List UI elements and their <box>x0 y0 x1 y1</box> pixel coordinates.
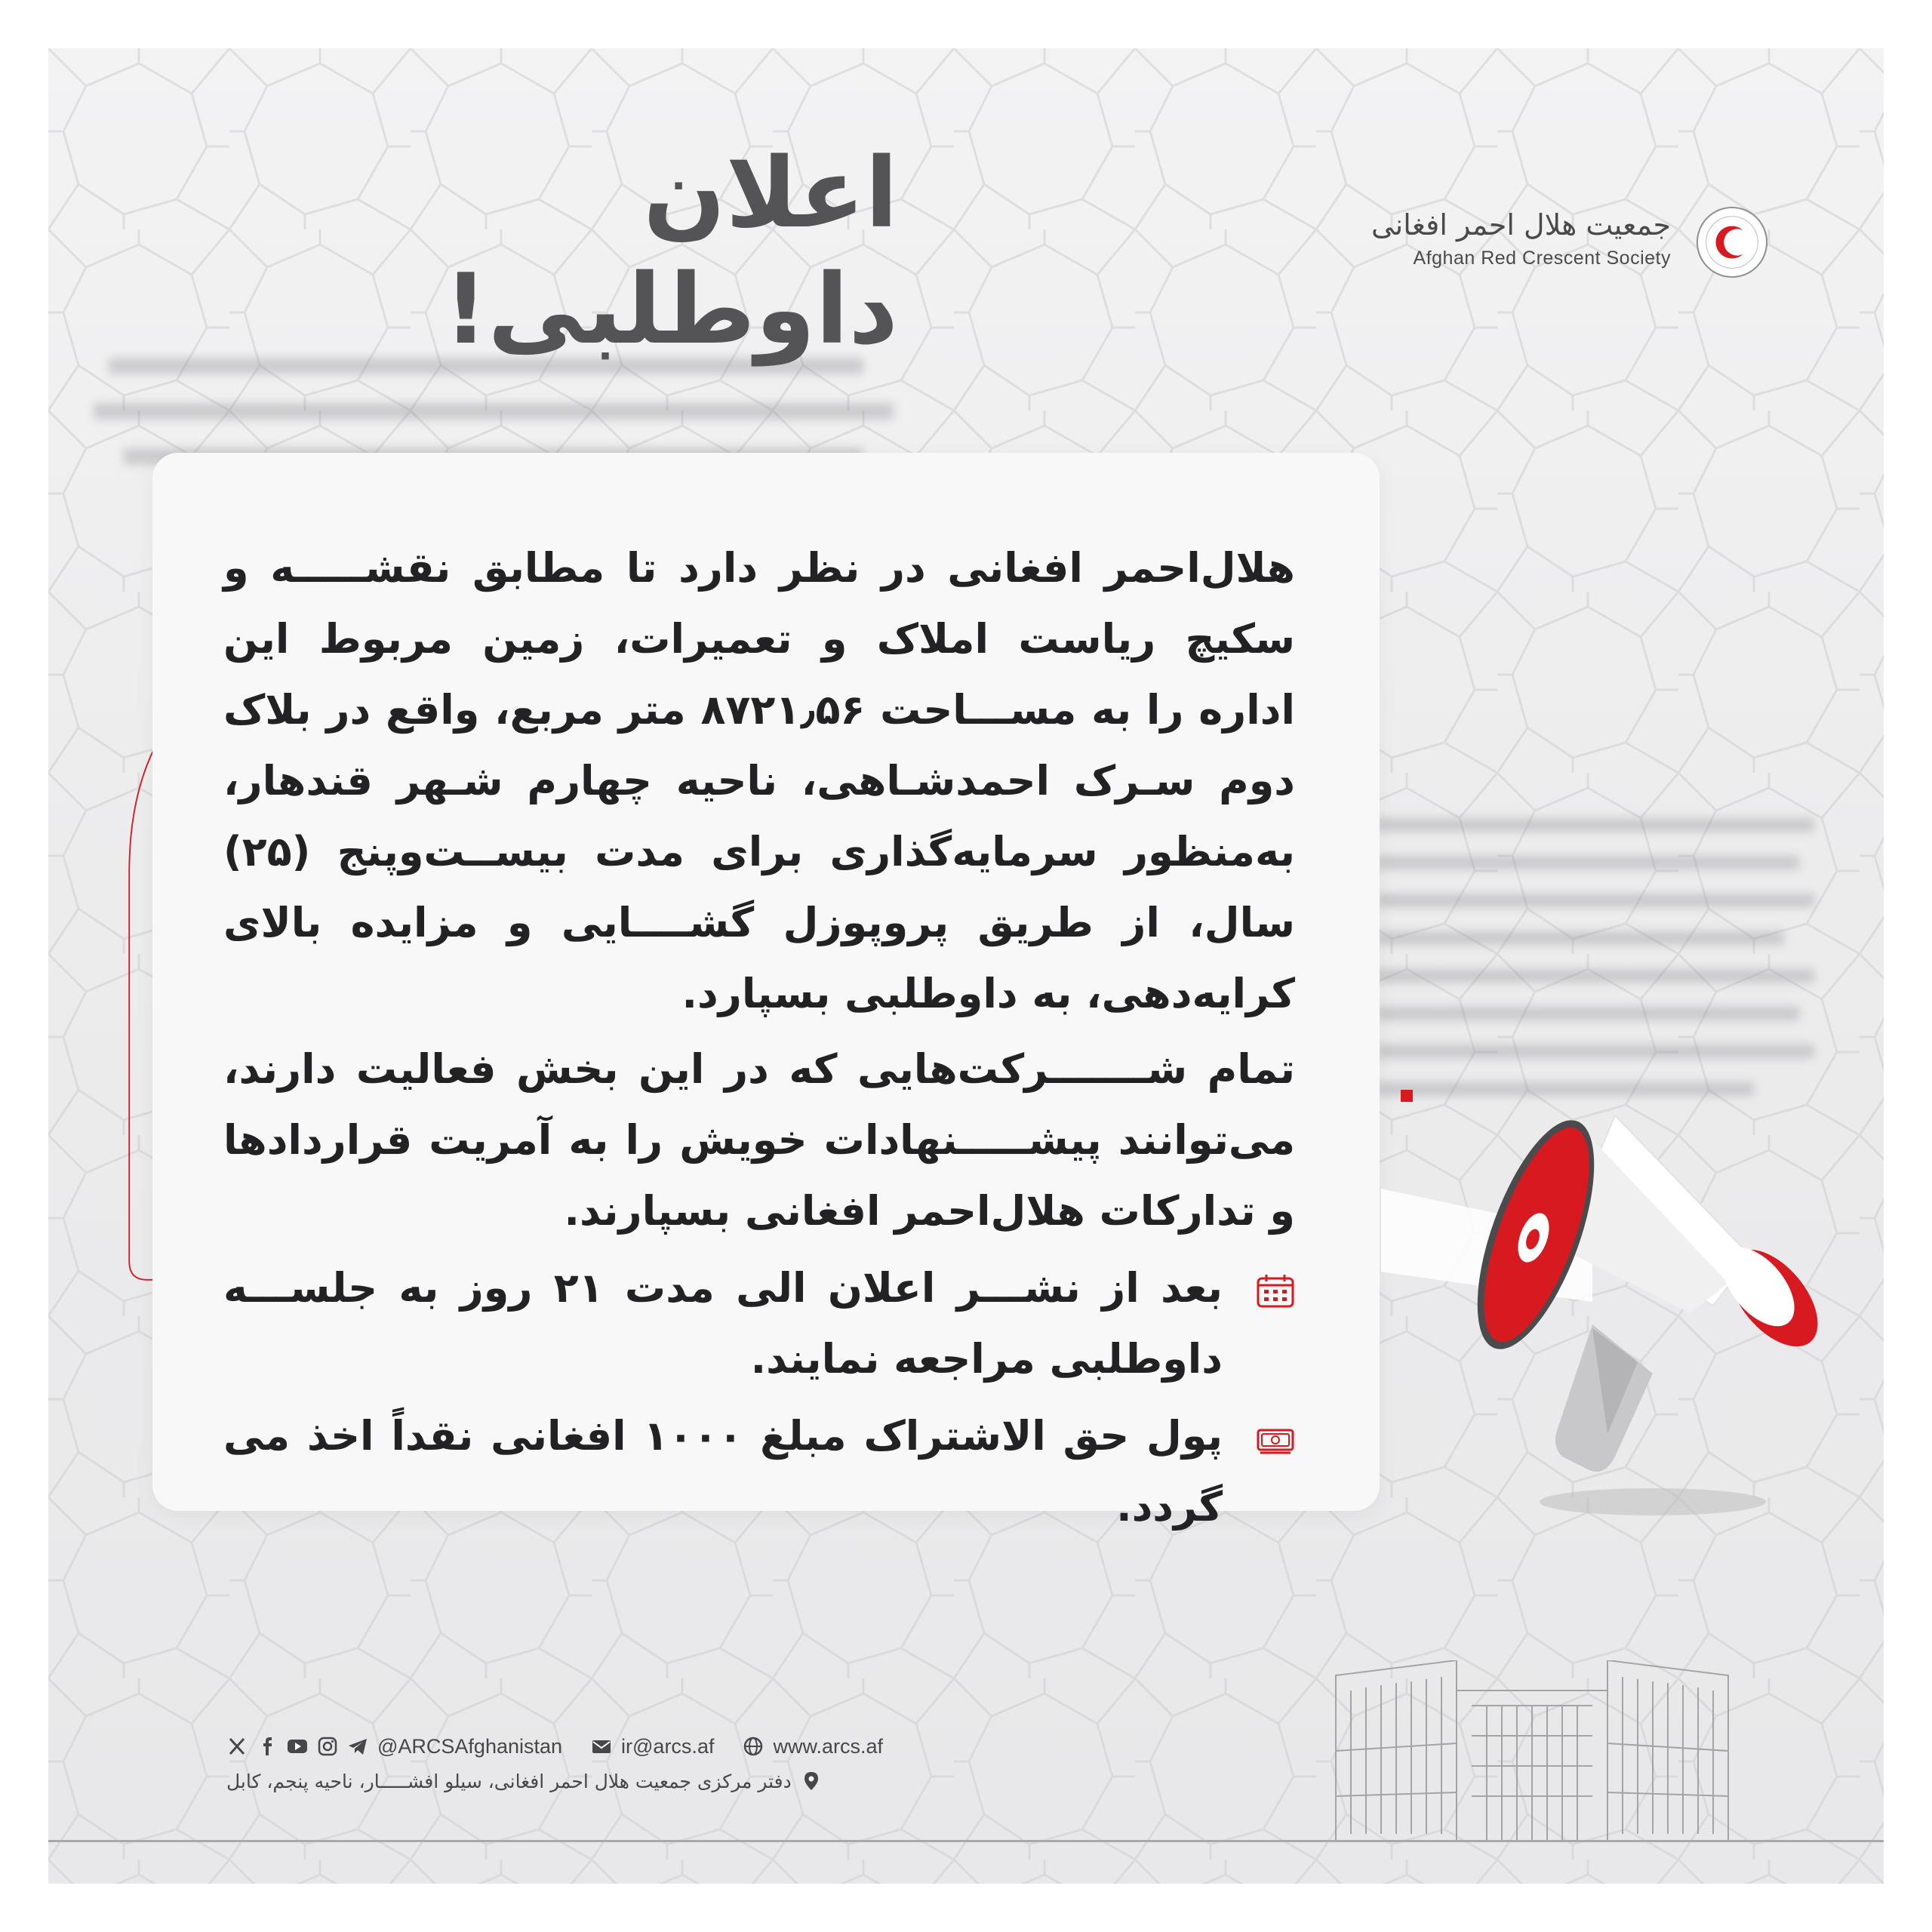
telegram-icon[interactable] <box>347 1736 368 1757</box>
address-text: دفتر مرکزی جمعیت هلال احمر افغانی، سیلو افشـــــار، ناحیه پنجم، کابل <box>226 1770 792 1792</box>
email-text[interactable]: ir@arcs.af <box>621 1734 715 1758</box>
page-title: اعلان داوطلبی! <box>443 137 898 366</box>
org-name-english: Afghan Red Crescent Society <box>1413 248 1671 269</box>
footer-divider <box>48 1840 1884 1842</box>
youtube-icon[interactable] <box>287 1736 308 1757</box>
calendar-icon <box>1256 1274 1295 1309</box>
facebook-icon[interactable] <box>257 1736 278 1757</box>
website-contact[interactable] <box>743 1735 883 1758</box>
org-logo-block <box>1346 205 1769 318</box>
org-name-persian: جمعیت هلال احمر افغانی <box>1371 208 1671 242</box>
bullet-fee <box>223 1401 1295 1543</box>
email-contact[interactable] <box>591 1735 714 1758</box>
footer-contacts <box>226 1731 883 1761</box>
bullet-fee-text: پول حق الاشتراک مبلغ ۱۰۰۰ افغانی نقداً اخذ می گردد. <box>223 1412 1223 1531</box>
envelope-icon <box>591 1736 612 1757</box>
megaphone-icon <box>1366 1057 1834 1540</box>
instagram-icon[interactable] <box>317 1736 338 1757</box>
announcement-body <box>223 533 1295 1543</box>
paragraph-intro: هلال‌احمر افغانی در نظر دارد تا مطابق نقشـــــه و سکیچ ریاست املاک و تعمیرات، زمین مربوط این اداره را به مســـاحت ۸۷۲۱٫۵۶ متر مربع، واقع در بلاک دوم سـرک احمدشـاهی، ناحیه چهارم شـهر قندهار، به‌منظور سرمایه‌گذاری برای مدت بیســت‌وپنج (۲۵) سال، از طریق پروپوزل گشــــایی و مزایده بالای کرایه‌دهی، به داوطلبی بسپارد. <box>223 544 1295 1017</box>
location-pin-icon <box>801 1770 822 1792</box>
social-handle[interactable]: @ARCSAfghanistan <box>377 1734 563 1758</box>
footer-address <box>226 1766 860 1796</box>
website-text[interactable]: www.arcs.af <box>773 1734 884 1758</box>
bullet-meeting-text: بعد از نشـــر اعلان الی مدت ۲۱ روز به جلســـه داوطلبی مراجعه نمایند. <box>223 1264 1223 1383</box>
bullet-meeting <box>223 1253 1295 1395</box>
paragraph-companies: تمام شـــــــرکت‌هایی که در این بخش فعالیت دارند، می‌توانند پیشـــــنهادات خویش را به آمریت قراردادها و تدارکات هلال‌احمر افغانی بسپارند. <box>223 1045 1295 1235</box>
red-crescent-logo-icon <box>1695 205 1769 279</box>
social-links <box>226 1735 562 1758</box>
x-icon[interactable] <box>226 1736 248 1757</box>
globe-icon <box>743 1736 764 1757</box>
building-illustration <box>1306 1660 1758 1841</box>
money-icon <box>1256 1422 1295 1457</box>
